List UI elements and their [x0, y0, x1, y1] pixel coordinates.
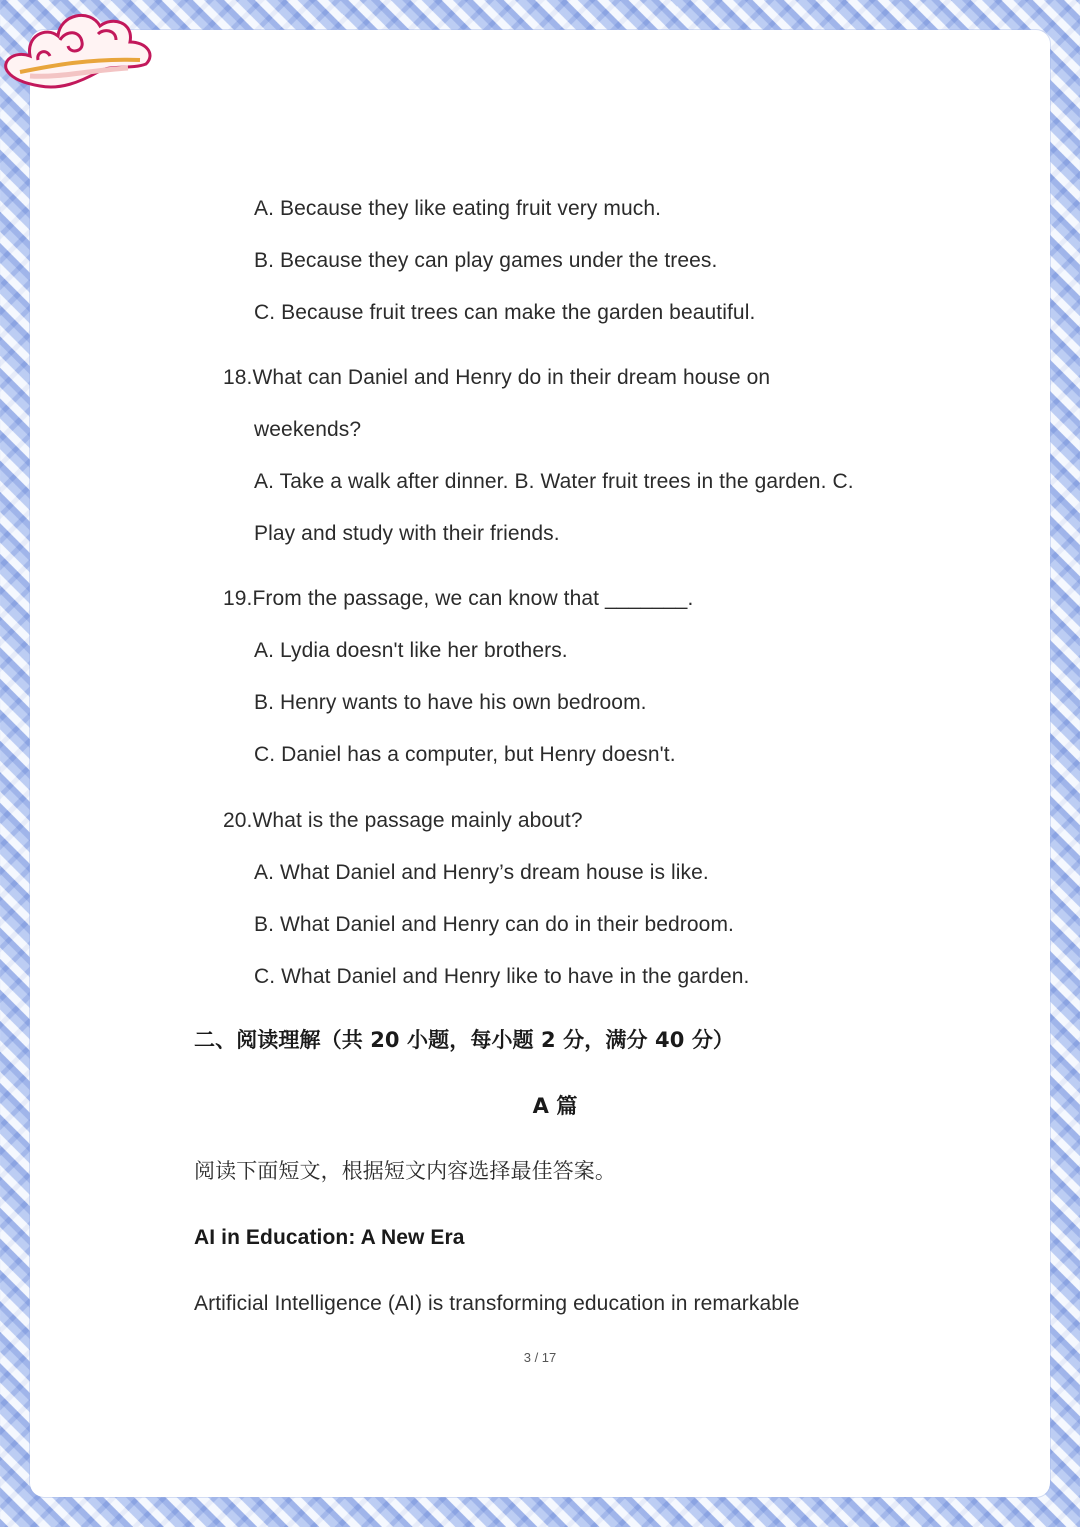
- q17-option-b: B. Because they can play games under the trees.: [254, 249, 718, 272]
- q20-option-c: C. What Daniel and Henry like to have in the garden.: [254, 965, 750, 988]
- q19-stem: 19.From the passage, we can know that _______.: [223, 587, 694, 610]
- page-number: 3 / 17: [523, 1350, 557, 1365]
- article-paragraph-line: Artificial Intelligence (AI) is transforming education in remarkable: [194, 1292, 800, 1315]
- part-title: A 篇: [532, 1094, 578, 1118]
- q18-stem-line2: weekends?: [254, 418, 362, 441]
- q20-option-b: B. What Daniel and Henry can do in their bedroom.: [254, 913, 734, 936]
- section-heading: 二、阅读理解（共 20 小题，每小题 2 分，满分 40 分）: [194, 1028, 735, 1052]
- q20-stem: 20.What is the passage mainly about?: [223, 809, 583, 832]
- q17-option-a: A. Because they like eating fruit very much.: [254, 197, 662, 220]
- q20-option-a: A. What Daniel and Henry’s dream house is like.: [254, 861, 709, 884]
- auspicious-cloud-decoration: [0, 0, 156, 104]
- q17-option-c: C. Because fruit trees can make the garden beautiful.: [254, 301, 756, 324]
- q18-stem-line1: 18.What can Daniel and Henry do in their dream house on: [223, 366, 771, 389]
- reading-instruction: 阅读下面短文，根据短文内容选择最佳答案。: [194, 1159, 616, 1183]
- article-title: AI in Education: A New Era: [194, 1226, 465, 1249]
- q19-option-b: B. Henry wants to have his own bedroom.: [254, 691, 647, 714]
- q19-option-a: A. Lydia doesn't like her brothers.: [254, 639, 568, 662]
- q19-option-c: C. Daniel has a computer, but Henry doesn't.: [254, 743, 676, 766]
- q18-options-line1: A. Take a walk after dinner. B. Water fruit trees in the garden. C.: [254, 470, 854, 493]
- q18-options-line2: Play and study with their friends.: [254, 522, 560, 545]
